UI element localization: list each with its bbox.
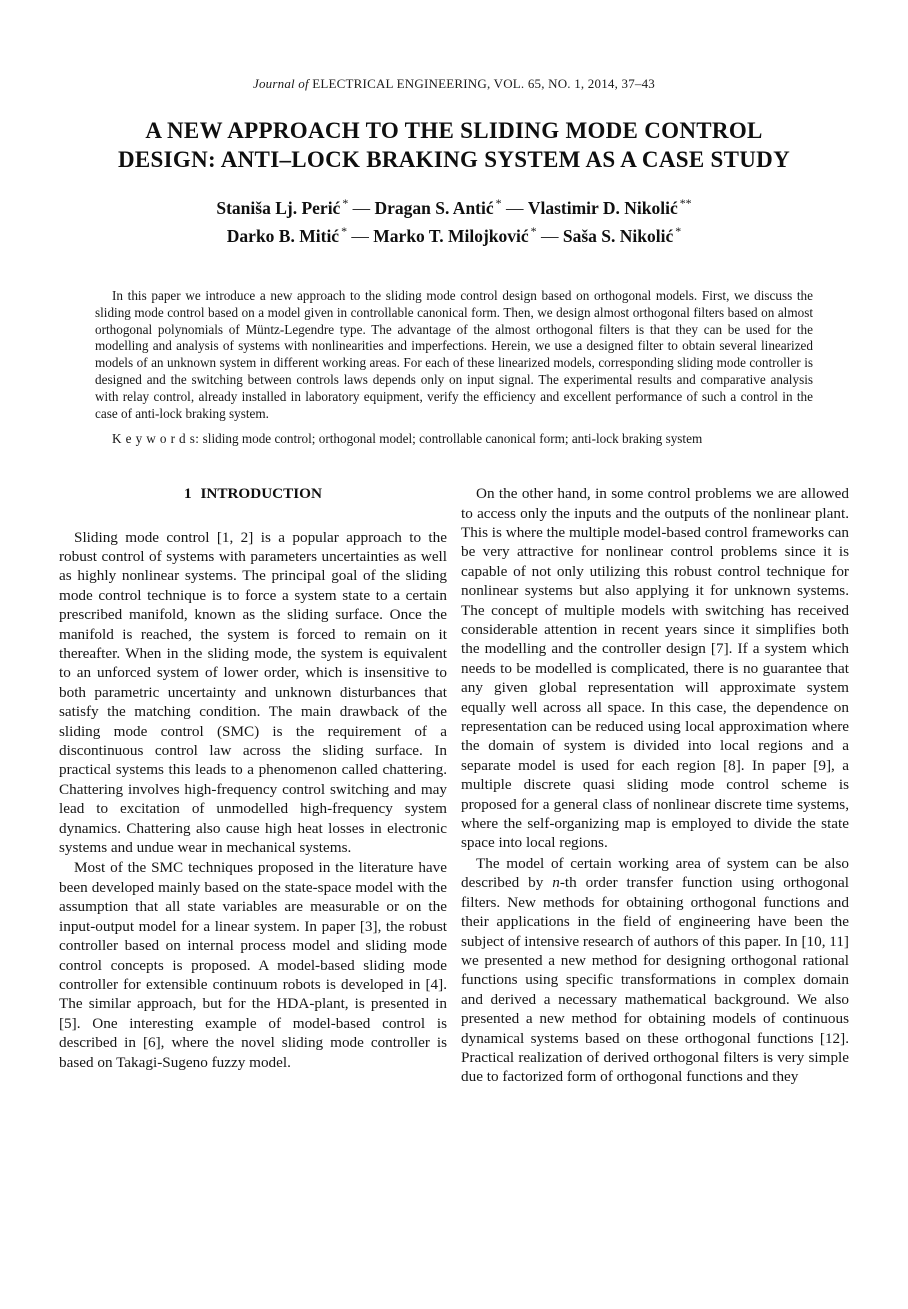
author-name: Staniša Lj. Perić (216, 198, 341, 218)
paper-title (0, 116, 908, 174)
author-mark: * (495, 196, 502, 211)
author-name: Dragan S. Antić (374, 198, 494, 218)
keywords-line (95, 431, 813, 448)
paragraph-left-2: Most of the SMC techniques proposed in the literature have been developed mainly based on the state-space model with the assumption that all state variables are measurable or on the input-output model for a linear system. In paper [3], the robust controller based on internal process model and sliding mode control concepts is proposed. A model-based sliding mode controller for extensible continuum robots is developed in [4]. The similar approach, but for the HDA-plant, is presented in [5]. One interesting example of model-based control is described in [6], where the novel sliding mode controller is based on Takagi-Sugeno fuzzy model. (59, 859, 447, 1071)
author-mark: * (530, 224, 537, 239)
author-separator: — (348, 198, 375, 218)
section-heading-introduction: 1 INTRODUCTION (184, 485, 322, 503)
authors-block (0, 194, 908, 250)
left-column (59, 484, 447, 1087)
title-line-2: DESIGN: ANTI–LOCK BRAKING SYSTEM AS A CASE STUDY (118, 147, 790, 172)
content-columns (59, 484, 849, 1087)
author-name: Saša S. Nikolić (562, 226, 674, 246)
authors-line-1 (0, 194, 908, 222)
authors-line-2 (0, 222, 908, 250)
paragraph-right-2-before: The model of certain working area of system can be also described by (461, 854, 849, 892)
author-mark: * (675, 224, 682, 239)
author-separator: — (501, 198, 528, 218)
paragraph-right-2-after: -th order transfer function using orthogonal filters. New methods for obtaining orthogonal functions and their applications in the field of engineering have been the subject of intensive research of authors of this paper. In [10, 11] we presented a new method for designing orthogonal rational functions using specific transformations in complex domain and derived a necessary mathematical background. We also presented a new method for obtaining models of continuous dynamical systems based on these orthogonal functions [12]. Practical realization of derived orthogonal filters is very simple due to factorized form of orthogonal functions and they (461, 874, 849, 1086)
author (528, 198, 692, 218)
journal-header (0, 76, 908, 92)
author (563, 226, 681, 246)
author-mark: * (342, 196, 349, 211)
author-name: Vlastimir D. Nikolić (527, 198, 678, 218)
right-column (461, 484, 849, 1087)
keywords-text: sliding mode control; orthogonal model; controllable canonical form; anti-lock braking system (199, 431, 703, 447)
author-separator: — (347, 226, 374, 246)
author-separator: — (536, 226, 563, 246)
author (216, 198, 374, 218)
author-mark: ** (679, 196, 692, 211)
journal-header-rest: ELECTRICAL ENGINEERING, VOL. 65, NO. 1, 2014, 37–43 (308, 76, 656, 91)
paragraph-right-2 (461, 854, 849, 1087)
paragraph-left-1: Sliding mode control [1, 2] is a popular approach to the robust control of systems with parameters uncertainties as well as highly nonlinear systems. The principal goal of the sliding mode control technique is to force a system state to a certain prescribed manifold, known as the sliding surface. Once the manifold is reached, the system is forced to remain on it thereafter. When in the sliding mode, the system is equivalent to an unforced system of lower order, which is insensitive to both parametric uncertainty and unknown disturbances that satisfy the matching condition. The main drawback of the sliding mode control (SMC) is the requirement of a discontinuous control law across the sliding surface. In practical systems this leads to a phenomenon called chattering. Chattering involves high-frequency control switching and may lead to excitation of unmodelled high-frequency system dynamics. Chattering also cause high heat losses in electronic systems and undue wear in mechanical systems. (59, 528, 447, 857)
paragraph-right-1: On the other hand, in some control problems we are allowed to access only the inputs and the outputs of the nonlinear plant. This is where the multiple model-based control frameworks can be very attractive for nonlinear control problems since it is capable of not only utilizing this robust control technique for nonlinear systems but also applying it for unknown systems. The concept of multiple models with switching has received considerable attention in recent years since it simplifies both the modelling and the controller design [7]. If a system which needs to be modelled is complicated, there is no guarantee that any given global representation will approximate system equally well across all space. In this case, the dependence on representation can be reduced using local approximation where the domain of system is divided into local regions and a separate model is used for each region [8]. In paper [9], a multiple discrete quasi sliding mode control scheme is proposed for a general class of nonlinear discrete time systems, where the self-organizing map is employed to divide the state space into local regions. (461, 485, 850, 852)
author-name: Marko T. Milojković (373, 226, 529, 246)
journal-name: Journal of (252, 76, 309, 91)
author-mark: * (341, 224, 348, 239)
author (373, 226, 563, 246)
author (375, 198, 528, 218)
inline-math-n: n (552, 874, 560, 892)
abstract-text: In this paper we introduce a new approach to the sliding mode control design based on orthogonal models. First, we discuss the sliding mode control based on a model given in controllable canonical form. Then, we design almost orthogonal filters based on almost orthogonal polynomials of Müntz-Legendre type. The advantage of the almost orthogonal filters is that they can be used for the modelling and analysis of systems with nonlinearities and imperfections. Herein, we use a designed filter to obtain several linearized models of an unknown system in different working areas. For each of these linearized models, corresponding sliding mode controller is designed and the switching between controls laws depends only on input signal. The experimental results and comparative analysis with relay control, already installed in laboratory equipment, verify the efficiency and excellent performance of such a control in the case of anti-lock braking system. (95, 288, 813, 421)
title-line-1: A NEW APPROACH TO THE SLIDING MODE CONTROL (145, 118, 763, 143)
keywords-label: K e y w o r d s: (112, 431, 200, 447)
author (227, 226, 373, 246)
author-name: Darko B. Mitić (226, 226, 340, 246)
